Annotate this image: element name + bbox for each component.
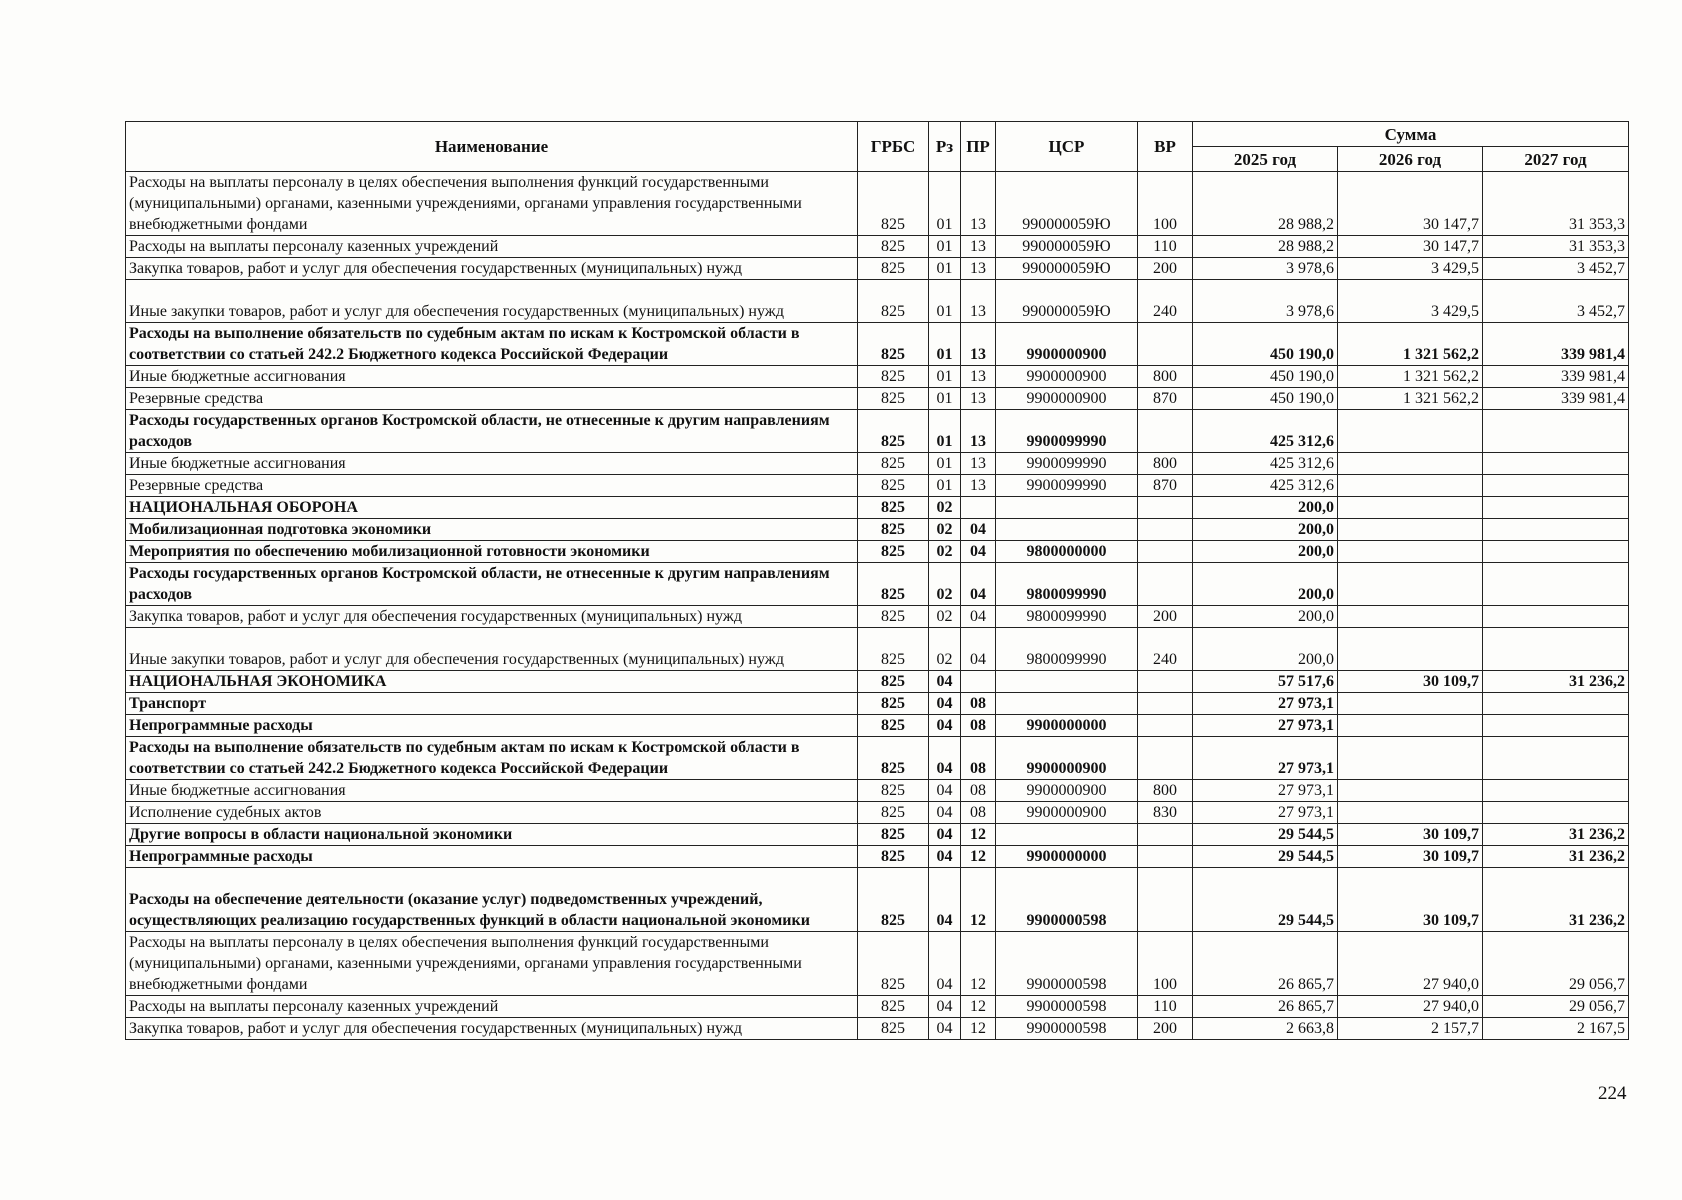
row-vr: 200	[1138, 258, 1193, 280]
row-name: Другие вопросы в области национальной экономики	[126, 824, 858, 846]
row-csr: 9900000598	[996, 1018, 1138, 1040]
row-name: Непрограммные расходы	[126, 715, 858, 737]
row-sum-2026: 1 321 562,2	[1338, 388, 1483, 410]
table-row	[126, 366, 1629, 388]
row-grbs: 825	[858, 541, 929, 563]
row-vr: 110	[1138, 236, 1193, 258]
table-row	[126, 519, 1629, 541]
row-csr: 990000059Ю	[996, 258, 1138, 280]
row-vr	[1138, 541, 1193, 563]
row-sum-2027	[1483, 628, 1629, 671]
row-csr	[996, 693, 1138, 715]
row-sum-2026: 27 940,0	[1338, 932, 1483, 996]
row-sum-2026	[1338, 410, 1483, 453]
row-sum-2025: 200,0	[1193, 519, 1338, 541]
row-sum-2027: 31 236,2	[1483, 868, 1629, 932]
row-pr: 13	[961, 475, 996, 497]
row-sum-2025: 3 978,6	[1193, 280, 1338, 323]
row-sum-2025: 28 988,2	[1193, 172, 1338, 236]
row-vr	[1138, 497, 1193, 519]
row-csr: 9900000000	[996, 715, 1138, 737]
row-rz: 01	[929, 172, 961, 236]
budget-table-sheet	[125, 121, 1628, 1040]
row-pr: 04	[961, 519, 996, 541]
row-pr: 04	[961, 628, 996, 671]
row-sum-2025: 450 190,0	[1193, 366, 1338, 388]
row-csr: 9900000900	[996, 780, 1138, 802]
row-vr: 110	[1138, 996, 1193, 1018]
row-sum-2027: 31 353,3	[1483, 236, 1629, 258]
row-rz: 01	[929, 475, 961, 497]
row-csr: 9900000900	[996, 802, 1138, 824]
row-csr: 9900000598	[996, 996, 1138, 1018]
row-pr: 13	[961, 453, 996, 475]
row-sum-2027	[1483, 737, 1629, 780]
row-sum-2025: 27 973,1	[1193, 802, 1338, 824]
row-sum-2025: 200,0	[1193, 563, 1338, 606]
row-vr	[1138, 846, 1193, 868]
row-vr	[1138, 519, 1193, 541]
table-row	[126, 541, 1629, 563]
row-pr: 04	[961, 606, 996, 628]
row-sum-2027: 339 981,4	[1483, 388, 1629, 410]
table-row	[126, 628, 1629, 671]
row-grbs: 825	[858, 519, 929, 541]
row-grbs: 825	[858, 236, 929, 258]
row-sum-2025: 200,0	[1193, 606, 1338, 628]
row-name: Расходы государственных органов Костромской области, не отнесенные к другим направлениям расходов	[126, 563, 858, 606]
row-csr: 9800000000	[996, 541, 1138, 563]
row-rz: 04	[929, 671, 961, 693]
row-sum-2027: 339 981,4	[1483, 366, 1629, 388]
row-csr: 9900099990	[996, 475, 1138, 497]
row-vr	[1138, 410, 1193, 453]
row-vr	[1138, 323, 1193, 366]
table-row	[126, 932, 1629, 996]
row-grbs: 825	[858, 932, 929, 996]
row-rz: 04	[929, 932, 961, 996]
row-sum-2025: 450 190,0	[1193, 388, 1338, 410]
row-sum-2027	[1483, 410, 1629, 453]
row-rz: 04	[929, 693, 961, 715]
table-row	[126, 715, 1629, 737]
row-sum-2026	[1338, 541, 1483, 563]
row-sum-2027	[1483, 563, 1629, 606]
row-sum-2026: 30 109,7	[1338, 824, 1483, 846]
row-pr: 08	[961, 780, 996, 802]
row-sum-2027	[1483, 802, 1629, 824]
row-sum-2026	[1338, 693, 1483, 715]
row-rz: 02	[929, 606, 961, 628]
row-name: Расходы на выплаты персоналу в целях обеспечения выполнения функций государственными (муниципальными) органами, казенными учреждениями, органами управления государственными внебюджетными фондами	[126, 932, 858, 996]
row-sum-2026: 30 147,7	[1338, 236, 1483, 258]
row-sum-2027	[1483, 715, 1629, 737]
table-row	[126, 388, 1629, 410]
row-pr: 12	[961, 824, 996, 846]
row-sum-2025: 26 865,7	[1193, 996, 1338, 1018]
row-sum-2026: 30 109,7	[1338, 868, 1483, 932]
table-row	[126, 453, 1629, 475]
row-csr: 9800099990	[996, 628, 1138, 671]
row-name: Мероприятия по обеспечению мобилизационной готовности экономики	[126, 541, 858, 563]
row-vr: 870	[1138, 475, 1193, 497]
row-rz: 01	[929, 453, 961, 475]
row-name: Исполнение судебных актов	[126, 802, 858, 824]
col-header-2026: 2026 год	[1338, 147, 1483, 172]
row-rz: 04	[929, 802, 961, 824]
row-csr	[996, 671, 1138, 693]
row-grbs: 825	[858, 671, 929, 693]
row-rz: 04	[929, 715, 961, 737]
row-sum-2025: 29 544,5	[1193, 824, 1338, 846]
row-grbs: 825	[858, 737, 929, 780]
row-sum-2026: 30 109,7	[1338, 846, 1483, 868]
col-header-rz: Рз	[929, 122, 961, 172]
row-sum-2025: 2 663,8	[1193, 1018, 1338, 1040]
row-sum-2025: 425 312,6	[1193, 410, 1338, 453]
row-rz: 02	[929, 628, 961, 671]
row-rz: 01	[929, 410, 961, 453]
row-sum-2026	[1338, 453, 1483, 475]
row-sum-2026	[1338, 475, 1483, 497]
row-sum-2027	[1483, 453, 1629, 475]
row-grbs: 825	[858, 258, 929, 280]
table-row	[126, 236, 1629, 258]
table-row	[126, 323, 1629, 366]
row-vr: 800	[1138, 780, 1193, 802]
row-rz: 02	[929, 541, 961, 563]
row-vr	[1138, 671, 1193, 693]
row-rz: 01	[929, 323, 961, 366]
row-sum-2025: 28 988,2	[1193, 236, 1338, 258]
row-name: Мобилизационная подготовка экономики	[126, 519, 858, 541]
row-name: НАЦИОНАЛЬНАЯ ЭКОНОМИКА	[126, 671, 858, 693]
row-name: Расходы на выплаты персоналу казенных учреждений	[126, 996, 858, 1018]
row-pr: 08	[961, 737, 996, 780]
row-pr: 13	[961, 258, 996, 280]
row-grbs: 825	[858, 693, 929, 715]
row-sum-2026	[1338, 715, 1483, 737]
col-header-2027: 2027 год	[1483, 147, 1629, 172]
row-sum-2027: 339 981,4	[1483, 323, 1629, 366]
row-sum-2027	[1483, 497, 1629, 519]
table-row	[126, 606, 1629, 628]
row-sum-2027	[1483, 606, 1629, 628]
row-sum-2027	[1483, 780, 1629, 802]
table-row	[126, 172, 1629, 236]
row-grbs: 825	[858, 846, 929, 868]
table-row	[126, 258, 1629, 280]
row-grbs: 825	[858, 996, 929, 1018]
table-row	[126, 737, 1629, 780]
row-rz: 01	[929, 258, 961, 280]
row-sum-2027: 3 452,7	[1483, 280, 1629, 323]
row-name: Резервные средства	[126, 388, 858, 410]
row-name: Расходы государственных органов Костромской области, не отнесенные к другим направлениям расходов	[126, 410, 858, 453]
row-name: Непрограммные расходы	[126, 846, 858, 868]
row-sum-2027	[1483, 693, 1629, 715]
row-grbs: 825	[858, 366, 929, 388]
row-name: Иные бюджетные ассигнования	[126, 453, 858, 475]
row-vr: 240	[1138, 628, 1193, 671]
row-csr	[996, 824, 1138, 846]
row-grbs: 825	[858, 628, 929, 671]
row-pr: 08	[961, 802, 996, 824]
row-name: Иные бюджетные ассигнования	[126, 366, 858, 388]
row-grbs: 825	[858, 780, 929, 802]
row-rz: 04	[929, 996, 961, 1018]
row-vr: 830	[1138, 802, 1193, 824]
row-name: Иные закупки товаров, работ и услуг для обеспечения государственных (муниципальных) нужд	[126, 628, 858, 671]
row-csr	[996, 497, 1138, 519]
row-grbs: 825	[858, 1018, 929, 1040]
row-vr: 200	[1138, 1018, 1193, 1040]
row-sum-2026	[1338, 563, 1483, 606]
row-name: Расходы на выплаты персоналу казенных учреждений	[126, 236, 858, 258]
row-sum-2026: 1 321 562,2	[1338, 366, 1483, 388]
row-name: Расходы на обеспечение деятельности (оказание услуг) подведомственных учреждений, осуществляющих реализацию государственных функций в области национальной экономики	[126, 868, 858, 932]
row-rz: 02	[929, 519, 961, 541]
row-sum-2027: 31 236,2	[1483, 846, 1629, 868]
row-name: Резервные средства	[126, 475, 858, 497]
row-name: Расходы на выполнение обязательств по судебным актам по искам к Костромской области в соответствии со статьей 242.2 Бюджетного кодекса Российской Федерации	[126, 737, 858, 780]
col-header-sum: Сумма	[1193, 122, 1629, 147]
col-header-csr: ЦСР	[996, 122, 1138, 172]
table-row	[126, 996, 1629, 1018]
row-sum-2026: 2 157,7	[1338, 1018, 1483, 1040]
row-pr: 08	[961, 693, 996, 715]
row-csr	[996, 519, 1138, 541]
row-pr: 13	[961, 236, 996, 258]
row-sum-2025: 200,0	[1193, 628, 1338, 671]
table-header	[126, 122, 1629, 172]
table-row	[126, 280, 1629, 323]
row-grbs: 825	[858, 280, 929, 323]
row-vr: 800	[1138, 366, 1193, 388]
row-grbs: 825	[858, 410, 929, 453]
row-rz: 01	[929, 366, 961, 388]
table-row	[126, 671, 1629, 693]
row-pr: 13	[961, 280, 996, 323]
table-row	[126, 824, 1629, 846]
row-sum-2026	[1338, 737, 1483, 780]
row-sum-2026	[1338, 497, 1483, 519]
row-grbs: 825	[858, 388, 929, 410]
row-sum-2025: 200,0	[1193, 541, 1338, 563]
row-pr	[961, 671, 996, 693]
row-csr: 990000059Ю	[996, 236, 1138, 258]
row-name: Закупка товаров, работ и услуг для обеспечения государственных (муниципальных) нужд	[126, 258, 858, 280]
row-csr: 990000059Ю	[996, 280, 1138, 323]
table-row	[126, 497, 1629, 519]
row-pr: 08	[961, 715, 996, 737]
row-grbs: 825	[858, 172, 929, 236]
col-header-vr: ВР	[1138, 122, 1193, 172]
row-sum-2025: 27 973,1	[1193, 780, 1338, 802]
row-name: Расходы на выплаты персоналу в целях обеспечения выполнения функций государственными (муниципальными) органами, казенными учреждениями, органами управления государственными внебюджетными фондами	[126, 172, 858, 236]
row-csr: 9900000900	[996, 737, 1138, 780]
row-sum-2027: 31 236,2	[1483, 671, 1629, 693]
row-pr: 13	[961, 172, 996, 236]
row-vr: 800	[1138, 453, 1193, 475]
col-header-grbs: ГРБС	[858, 122, 929, 172]
row-sum-2025: 27 973,1	[1193, 715, 1338, 737]
row-vr: 100	[1138, 932, 1193, 996]
row-vr	[1138, 868, 1193, 932]
row-vr: 240	[1138, 280, 1193, 323]
col-header-pr: ПР	[961, 122, 996, 172]
row-sum-2027: 2 167,5	[1483, 1018, 1629, 1040]
table-row	[126, 780, 1629, 802]
table-row	[126, 846, 1629, 868]
row-sum-2025: 26 865,7	[1193, 932, 1338, 996]
row-sum-2026: 30 109,7	[1338, 671, 1483, 693]
row-csr: 9900000900	[996, 388, 1138, 410]
row-pr	[961, 497, 996, 519]
row-vr	[1138, 563, 1193, 606]
row-sum-2026: 1 321 562,2	[1338, 323, 1483, 366]
row-sum-2025: 450 190,0	[1193, 323, 1338, 366]
row-grbs: 825	[858, 323, 929, 366]
row-pr: 12	[961, 996, 996, 1018]
row-sum-2025: 3 978,6	[1193, 258, 1338, 280]
row-rz: 01	[929, 236, 961, 258]
row-sum-2026: 27 940,0	[1338, 996, 1483, 1018]
row-sum-2027: 31 236,2	[1483, 824, 1629, 846]
row-csr: 990000059Ю	[996, 172, 1138, 236]
row-rz: 02	[929, 563, 961, 606]
row-sum-2026: 3 429,5	[1338, 280, 1483, 323]
row-name: Закупка товаров, работ и услуг для обеспечения государственных (муниципальных) нужд	[126, 606, 858, 628]
row-sum-2025: 425 312,6	[1193, 475, 1338, 497]
table-body	[126, 172, 1629, 1040]
table-row	[126, 475, 1629, 497]
row-rz: 04	[929, 824, 961, 846]
table-row	[126, 802, 1629, 824]
row-sum-2027	[1483, 541, 1629, 563]
row-grbs: 825	[858, 868, 929, 932]
row-rz: 04	[929, 1018, 961, 1040]
row-sum-2027: 29 056,7	[1483, 932, 1629, 996]
row-pr: 13	[961, 388, 996, 410]
table-row	[126, 693, 1629, 715]
row-pr: 13	[961, 323, 996, 366]
row-rz: 01	[929, 388, 961, 410]
row-pr: 12	[961, 932, 996, 996]
row-grbs: 825	[858, 563, 929, 606]
row-name: НАЦИОНАЛЬНАЯ ОБОРОНА	[126, 497, 858, 519]
row-pr: 04	[961, 563, 996, 606]
row-vr	[1138, 715, 1193, 737]
row-csr: 9900000900	[996, 323, 1138, 366]
row-sum-2026: 3 429,5	[1338, 258, 1483, 280]
row-rz: 04	[929, 868, 961, 932]
row-rz: 04	[929, 780, 961, 802]
row-rz: 04	[929, 737, 961, 780]
col-header-name: Наименование	[126, 122, 858, 172]
table-row	[126, 563, 1629, 606]
row-name: Иные закупки товаров, работ и услуг для обеспечения государственных (муниципальных) нужд	[126, 280, 858, 323]
row-vr: 870	[1138, 388, 1193, 410]
row-csr: 9900000598	[996, 932, 1138, 996]
row-sum-2025: 27 973,1	[1193, 737, 1338, 780]
row-pr: 13	[961, 366, 996, 388]
row-sum-2025: 29 544,5	[1193, 846, 1338, 868]
row-vr	[1138, 693, 1193, 715]
row-csr: 9900099990	[996, 410, 1138, 453]
row-csr: 9800099990	[996, 606, 1138, 628]
row-csr: 9900000000	[996, 846, 1138, 868]
row-sum-2025: 29 544,5	[1193, 868, 1338, 932]
row-vr: 200	[1138, 606, 1193, 628]
row-pr: 12	[961, 846, 996, 868]
row-sum-2027	[1483, 475, 1629, 497]
row-sum-2026	[1338, 802, 1483, 824]
row-sum-2025: 27 973,1	[1193, 693, 1338, 715]
row-sum-2027: 29 056,7	[1483, 996, 1629, 1018]
row-grbs: 825	[858, 824, 929, 846]
row-vr	[1138, 737, 1193, 780]
row-csr: 9900099990	[996, 453, 1138, 475]
row-sum-2026	[1338, 780, 1483, 802]
row-name: Транспорт	[126, 693, 858, 715]
row-pr: 13	[961, 410, 996, 453]
row-csr: 9800099990	[996, 563, 1138, 606]
row-name: Расходы на выполнение обязательств по судебным актам по искам к Костромской области в соответствии со статьей 242.2 Бюджетного кодекса Российской Федерации	[126, 323, 858, 366]
row-csr: 9900000598	[996, 868, 1138, 932]
row-csr: 9900000900	[996, 366, 1138, 388]
row-vr	[1138, 824, 1193, 846]
row-sum-2026: 30 147,7	[1338, 172, 1483, 236]
row-sum-2027	[1483, 519, 1629, 541]
table-row	[126, 410, 1629, 453]
row-sum-2025: 57 517,6	[1193, 671, 1338, 693]
row-sum-2025: 425 312,6	[1193, 453, 1338, 475]
row-name: Закупка товаров, работ и услуг для обеспечения государственных (муниципальных) нужд	[126, 1018, 858, 1040]
row-sum-2026	[1338, 628, 1483, 671]
budget-table	[125, 121, 1629, 1040]
row-grbs: 825	[858, 453, 929, 475]
row-pr: 12	[961, 1018, 996, 1040]
row-grbs: 825	[858, 475, 929, 497]
table-row	[126, 1018, 1629, 1040]
row-sum-2026	[1338, 606, 1483, 628]
row-name: Иные бюджетные ассигнования	[126, 780, 858, 802]
row-rz: 04	[929, 846, 961, 868]
table-row	[126, 868, 1629, 932]
row-grbs: 825	[858, 497, 929, 519]
row-sum-2026	[1338, 519, 1483, 541]
row-rz: 02	[929, 497, 961, 519]
row-vr: 100	[1138, 172, 1193, 236]
row-sum-2027: 3 452,7	[1483, 258, 1629, 280]
row-grbs: 825	[858, 802, 929, 824]
row-sum-2025: 200,0	[1193, 497, 1338, 519]
row-grbs: 825	[858, 606, 929, 628]
row-pr: 04	[961, 541, 996, 563]
row-pr: 12	[961, 868, 996, 932]
row-rz: 01	[929, 280, 961, 323]
page-number: 224	[1598, 1083, 1627, 1104]
row-sum-2027: 31 353,3	[1483, 172, 1629, 236]
col-header-2025: 2025 год	[1193, 147, 1338, 172]
row-grbs: 825	[858, 715, 929, 737]
